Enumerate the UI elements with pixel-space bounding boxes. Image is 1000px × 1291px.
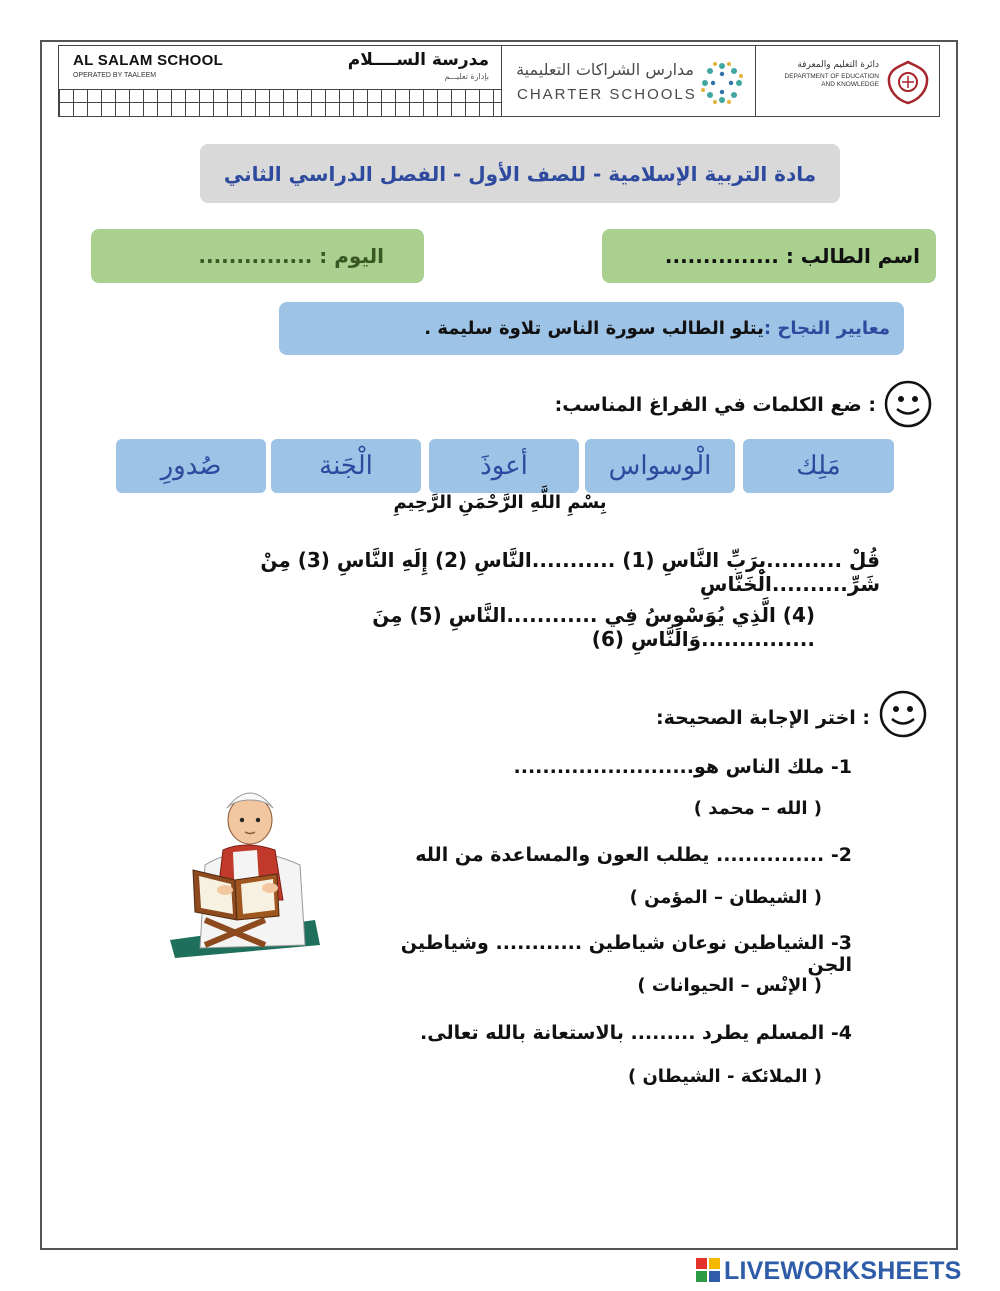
- school-name-en: AL SALAM SCHOOL: [73, 52, 224, 69]
- department-line-2: AND KNOWLEDGE: [821, 81, 879, 88]
- child-reading-quran-illustration: [165, 770, 325, 960]
- word-box-jinna[interactable]: الْجَنة: [271, 439, 421, 493]
- section2-instruction: : اختر الإجابة الصحيحة:: [655, 707, 870, 729]
- school-sub-ar: بإدارة تعليـــم: [444, 72, 489, 81]
- charter-name-en: CHARTER SCHOOLS: [517, 86, 697, 103]
- header-divider: [755, 46, 756, 116]
- liveworksheets-brand[interactable]: LIVEWORKSHEETS: [724, 1257, 962, 1285]
- criteria-text: يتلو الطالب سورة الناس تلاوة سليمة .: [424, 318, 764, 339]
- school-name-ar: مدرسة الســــلام: [347, 50, 489, 70]
- header-divider: [501, 46, 502, 116]
- options-1[interactable]: ( الله – محمد ): [693, 798, 822, 819]
- word-box-malik[interactable]: مَلِك: [743, 439, 894, 493]
- basmala: بِسْمِ اللَّهِ الرَّحْمَنِ الرَّحِيمِ: [393, 492, 607, 513]
- question-2: 2- ............... يطلب العون والمساعدة من الله: [415, 844, 852, 866]
- section1-instruction: : ضع الكلمات في الفراغ المناسب:: [554, 394, 876, 416]
- success-criteria: [279, 302, 904, 355]
- smiley-icon: [879, 690, 927, 738]
- criteria-label: معايير النجاح :: [763, 318, 890, 339]
- department-name-en: [765, 73, 879, 89]
- word-box-sudur[interactable]: صُدورِ: [116, 439, 266, 493]
- options-4[interactable]: ( الملائكة - الشيطان ): [627, 1066, 822, 1087]
- student-name-field[interactable]: اسم الطالب : ...............: [602, 229, 936, 283]
- smiley-icon: [884, 380, 932, 428]
- word-box-waswas[interactable]: الْوسواس: [585, 439, 735, 493]
- uae-emblem-icon: [885, 58, 931, 106]
- department-name-ar: دائرة التعليم والمعرفة: [797, 60, 879, 70]
- options-2[interactable]: ( الشيطان – المؤمن ): [629, 887, 822, 908]
- header-grid-cells: [59, 89, 501, 116]
- department-line-1: DEPARTMENT OF EDUCATION: [784, 73, 879, 80]
- question-4: 4- المسلم يطرد ......... بالاستعانة بالله تعالى.: [420, 1022, 852, 1044]
- word-box-aoudhu[interactable]: أعوذَ: [429, 439, 579, 493]
- surah-line-1: قُلْ ..........بِرَبِّ النَّاسِ (1) ...........النَّاسِ (2) إِلَهِ النَّاسِ (3) مِنْ شَرِّ..........الْخَنَّاسِ: [260, 548, 880, 596]
- day-field[interactable]: اليوم : ...............: [91, 229, 424, 283]
- charter-logo-icon: [699, 60, 745, 106]
- school-operated-by: OPERATED BY TAALEEM: [73, 72, 157, 79]
- surah-line-2: (4) الَّذِي يُوَسْوِسُ فِي ............النَّاسِ (5) مِنَ ...............وَالنَّاسِ (6): [372, 603, 815, 651]
- subject-title: مادة التربية الإسلامية - للصف الأول - الفصل الدراسي الثاني: [200, 144, 840, 203]
- options-3[interactable]: ( الإنْس – الحيوانات ): [637, 975, 822, 996]
- liveworksheets-logo-icon: [696, 1258, 720, 1282]
- question-1: 1- ملك الناس هو.........................: [513, 756, 852, 778]
- charter-name-ar: مدارس الشراكات التعليمية: [516, 60, 694, 79]
- question-3: 3- الشياطين نوعان شياطين ............ وشياطين الجن: [400, 932, 852, 976]
- school-header: [58, 45, 940, 117]
